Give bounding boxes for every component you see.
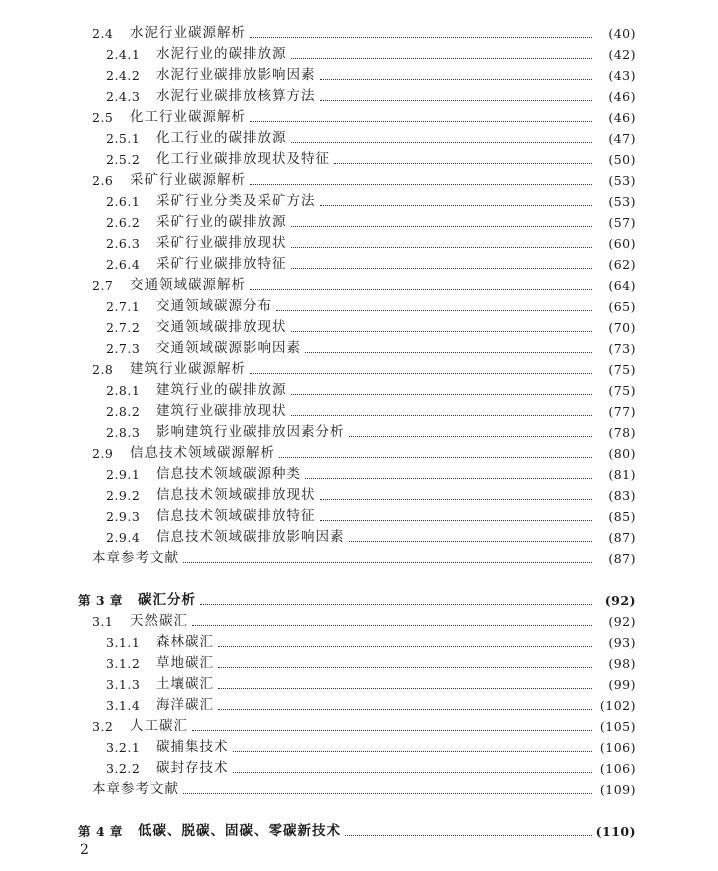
toc-entry-page: (65) [608, 299, 636, 314]
dot-leader [276, 309, 592, 311]
dot-leader [291, 393, 593, 395]
toc-entry-page: (98) [608, 656, 636, 671]
toc-entry-number: 2.6.4 [106, 257, 141, 272]
toc-entry-title: 信息技术领域碳排放影响因素 [156, 529, 345, 545]
dot-leader [250, 372, 592, 374]
toc-entry[interactable] [0, 359, 718, 380]
toc-entry-number: 3.1.4 [106, 698, 141, 713]
dot-leader [192, 729, 592, 731]
toc-entry[interactable] [0, 527, 718, 548]
toc-entry-page: (42) [608, 47, 636, 62]
toc-entry-title: 交通领域碳源影响因素 [156, 340, 301, 356]
toc-entry-number: 2.8 [92, 362, 114, 377]
toc-entry-page: (43) [608, 68, 636, 83]
dot-leader [218, 666, 592, 668]
toc-entry-page: (87) [608, 530, 636, 545]
toc-entry-number: 2.5.2 [106, 152, 141, 167]
toc-entry-page: (47) [608, 131, 636, 146]
toc-entry[interactable] [0, 86, 718, 107]
toc-entry-page: (105) [599, 719, 636, 734]
toc-entry-page: (73) [608, 341, 636, 356]
toc-entry-page: (64) [608, 278, 636, 293]
toc-entry[interactable] [0, 443, 718, 464]
toc-entry-title: 森林碳汇 [156, 634, 214, 650]
section-spacer [0, 800, 718, 821]
toc-entry-number: 2.7.2 [106, 320, 141, 335]
toc-entry-title: 土壤碳汇 [156, 676, 214, 692]
toc-entry-title: 交通领域碳排放现状 [156, 319, 287, 335]
toc-entry[interactable] [0, 485, 718, 506]
toc-entry[interactable] [0, 338, 718, 359]
toc-entry-page: (53) [608, 194, 636, 209]
dot-leader [218, 708, 592, 710]
toc-entry-number: 2.9.2 [106, 488, 141, 503]
toc-entry-page: (77) [608, 404, 636, 419]
toc-entry-title: 人工碳汇 [130, 718, 188, 734]
toc-entry-page: (110) [595, 824, 636, 839]
toc-entry-title: 采矿行业碳源解析 [130, 172, 246, 188]
toc-entry[interactable] [0, 191, 718, 212]
toc-entry[interactable] [0, 233, 718, 254]
toc-entry-title: 水泥行业碳源解析 [130, 25, 246, 41]
toc-entry[interactable] [0, 107, 718, 128]
toc-entry-page: (70) [608, 320, 636, 335]
dot-leader [279, 456, 592, 458]
toc-entry[interactable] [0, 506, 718, 527]
toc-entry-title: 化工行业碳排放现状及特征 [156, 151, 330, 167]
toc-entry-title: 碳汇分析 [138, 592, 196, 608]
toc-entry-title: 水泥行业的碳排放源 [156, 46, 287, 62]
toc-entry-page: (53) [608, 173, 636, 188]
toc-entry-title: 碳封存技术 [156, 760, 229, 776]
toc-entry-number: 3.1.2 [106, 656, 141, 671]
toc-entry[interactable] [0, 674, 718, 695]
toc-entry-number: 3.1.1 [106, 635, 141, 650]
toc-entry-number: 3.2 [92, 719, 114, 734]
toc-references-entry[interactable] [0, 779, 718, 800]
toc-entry-number: 3.2.2 [106, 761, 141, 776]
toc-entry[interactable] [0, 128, 718, 149]
dot-leader [349, 540, 593, 542]
toc-section-chapter-2 [0, 23, 718, 569]
dot-leader [291, 141, 593, 143]
toc-entry[interactable] [0, 65, 718, 86]
toc-entry-number: 3.2.1 [106, 740, 141, 755]
toc-entry-title: 信息技术领域碳排放特征 [156, 508, 316, 524]
section-spacer [0, 569, 718, 590]
dot-leader [320, 78, 593, 80]
toc-entry-number: 第 3 章 [78, 593, 123, 608]
dot-leader [305, 477, 592, 479]
toc-entry-title: 低碳、脱碳、固碳、零碳新技术 [138, 823, 341, 839]
toc-entry-title: 影响建筑行业碳排放因素分析 [156, 424, 345, 440]
toc-entry-title: 本章参考文献 [92, 781, 179, 797]
dot-leader [218, 687, 592, 689]
toc-entry-page: (60) [608, 236, 636, 251]
toc-entry[interactable] [0, 464, 718, 485]
toc-entry-page: (81) [608, 467, 636, 482]
toc-entry-number: 2.7 [92, 278, 114, 293]
toc-entry-number: 2.9.4 [106, 530, 141, 545]
toc-entry[interactable] [0, 254, 718, 275]
toc-entry[interactable] [0, 737, 718, 758]
dot-leader [291, 246, 593, 248]
dot-leader [183, 792, 592, 794]
toc-entry[interactable] [0, 212, 718, 233]
toc-entry-title: 采矿行业碳排放现状 [156, 235, 287, 251]
toc-entry[interactable] [0, 170, 718, 191]
toc-entry-title: 建筑行业碳源解析 [130, 361, 246, 377]
toc-entry-title: 本章参考文献 [92, 550, 179, 566]
toc-entry[interactable] [0, 317, 718, 338]
toc-entry-page: (92) [608, 614, 636, 629]
dot-leader [250, 183, 592, 185]
toc-entry-number: 2.6.1 [106, 194, 141, 209]
dot-leader [250, 288, 592, 290]
dot-leader [320, 498, 593, 500]
toc-entry-page: (57) [608, 215, 636, 230]
dot-leader [345, 834, 592, 836]
dot-leader [320, 99, 593, 101]
dot-leader [305, 351, 592, 353]
toc-entry-page: (46) [608, 89, 636, 104]
toc-chapter-entry[interactable] [0, 821, 718, 842]
toc-entry-number: 3.1.3 [106, 677, 141, 692]
toc-entry-number: 2.9.1 [106, 467, 141, 482]
toc-entry-number: 2.8.3 [106, 425, 141, 440]
toc-entry[interactable] [0, 401, 718, 422]
toc-entry-page: (92) [604, 593, 636, 608]
toc-entry[interactable] [0, 632, 718, 653]
toc-entry-number: 2.4.2 [106, 68, 141, 83]
dot-leader [291, 57, 593, 59]
toc-entry-title: 采矿行业碳排放特征 [156, 256, 287, 272]
toc-entry[interactable] [0, 422, 718, 443]
toc-entry-page: (106) [599, 740, 636, 755]
toc-entry-number: 2.9 [92, 446, 114, 461]
dot-leader [200, 603, 592, 605]
toc-entry-number: 2.6.3 [106, 236, 141, 251]
toc-entry[interactable] [0, 44, 718, 65]
toc-entry-number: 2.6.2 [106, 215, 141, 230]
toc-entry-title: 信息技术领域碳排放现状 [156, 487, 316, 503]
toc-entry-page: (85) [608, 509, 636, 524]
toc-entry-number: 2.9.3 [106, 509, 141, 524]
toc-entry-page: (87) [608, 551, 636, 566]
toc-entry-title: 天然碳汇 [130, 613, 188, 629]
toc-entry-number: 第 4 章 [78, 824, 123, 839]
dot-leader [291, 330, 593, 332]
dot-leader [291, 267, 593, 269]
table-of-contents [0, 23, 718, 842]
toc-entry[interactable] [0, 758, 718, 779]
toc-entry-number: 2.5.1 [106, 131, 141, 146]
toc-entry-number: 2.7.3 [106, 341, 141, 356]
dot-leader [291, 225, 593, 227]
toc-entry-title: 化工行业碳源解析 [130, 109, 246, 125]
toc-entry-number: 2.4 [92, 26, 114, 41]
toc-entry-number: 2.6 [92, 173, 114, 188]
toc-entry-page: (75) [608, 383, 636, 398]
toc-entry[interactable] [0, 380, 718, 401]
dot-leader [320, 519, 593, 521]
toc-entry[interactable] [0, 275, 718, 296]
dot-leader [291, 414, 593, 416]
toc-entry-page: (102) [599, 698, 636, 713]
toc-entry[interactable] [0, 149, 718, 170]
toc-entry-page: (78) [608, 425, 636, 440]
toc-entry-page: (62) [608, 257, 636, 272]
toc-entry-page: (109) [599, 782, 636, 797]
toc-entry-title: 建筑行业的碳排放源 [156, 382, 287, 398]
toc-entry-title: 碳捕集技术 [156, 739, 229, 755]
toc-entry-page: (80) [608, 446, 636, 461]
toc-entry-page: (93) [608, 635, 636, 650]
toc-entry[interactable] [0, 695, 718, 716]
toc-entry[interactable] [0, 716, 718, 737]
toc-entry-number: 2.8.1 [106, 383, 141, 398]
dot-leader [218, 645, 592, 647]
toc-entry-title: 信息技术领域碳源种类 [156, 466, 301, 482]
toc-entry[interactable] [0, 23, 718, 44]
toc-entry-title: 采矿行业的碳排放源 [156, 214, 287, 230]
toc-entry-page: (50) [608, 152, 636, 167]
toc-entry[interactable] [0, 653, 718, 674]
toc-entry[interactable] [0, 611, 718, 632]
page-number: 2 [80, 842, 89, 858]
toc-entry-page: (99) [608, 677, 636, 692]
dot-leader [192, 624, 592, 626]
dot-leader [349, 435, 593, 437]
toc-entry-page: (75) [608, 362, 636, 377]
dot-leader [233, 750, 593, 752]
toc-entry-title: 水泥行业碳排放影响因素 [156, 67, 316, 83]
toc-entry-page: (40) [608, 26, 636, 41]
toc-references-entry[interactable] [0, 548, 718, 569]
toc-entry[interactable] [0, 296, 718, 317]
toc-chapter-entry[interactable] [0, 590, 718, 611]
toc-entry-number: 3.1 [92, 614, 114, 629]
dot-leader [183, 561, 592, 563]
toc-entry-title: 采矿行业分类及采矿方法 [156, 193, 316, 209]
toc-entry-page: (106) [599, 761, 636, 776]
dot-leader [233, 771, 593, 773]
toc-entry-number: 2.4.3 [106, 89, 141, 104]
dot-leader [250, 36, 592, 38]
toc-entry-number: 2.5 [92, 110, 114, 125]
dot-leader [320, 204, 593, 206]
toc-entry-title: 交通领域碳源分布 [156, 298, 272, 314]
toc-section-chapter-3 [0, 590, 718, 800]
toc-section-chapter-4 [0, 821, 718, 842]
toc-entry-title: 草地碳汇 [156, 655, 214, 671]
toc-entry-page: (46) [608, 110, 636, 125]
toc-entry-title: 水泥行业碳排放核算方法 [156, 88, 316, 104]
toc-entry-page: (83) [608, 488, 636, 503]
toc-entry-number: 2.8.2 [106, 404, 141, 419]
toc-entry-title: 信息技术领域碳源解析 [130, 445, 275, 461]
toc-entry-title: 交通领域碳源解析 [130, 277, 246, 293]
toc-entry-title: 化工行业的碳排放源 [156, 130, 287, 146]
toc-entry-number: 2.7.1 [106, 299, 141, 314]
toc-entry-title: 海洋碳汇 [156, 697, 214, 713]
dot-leader [334, 162, 592, 164]
dot-leader [250, 120, 592, 122]
toc-entry-title: 建筑行业碳排放现状 [156, 403, 287, 419]
toc-entry-number: 2.4.1 [106, 47, 141, 62]
